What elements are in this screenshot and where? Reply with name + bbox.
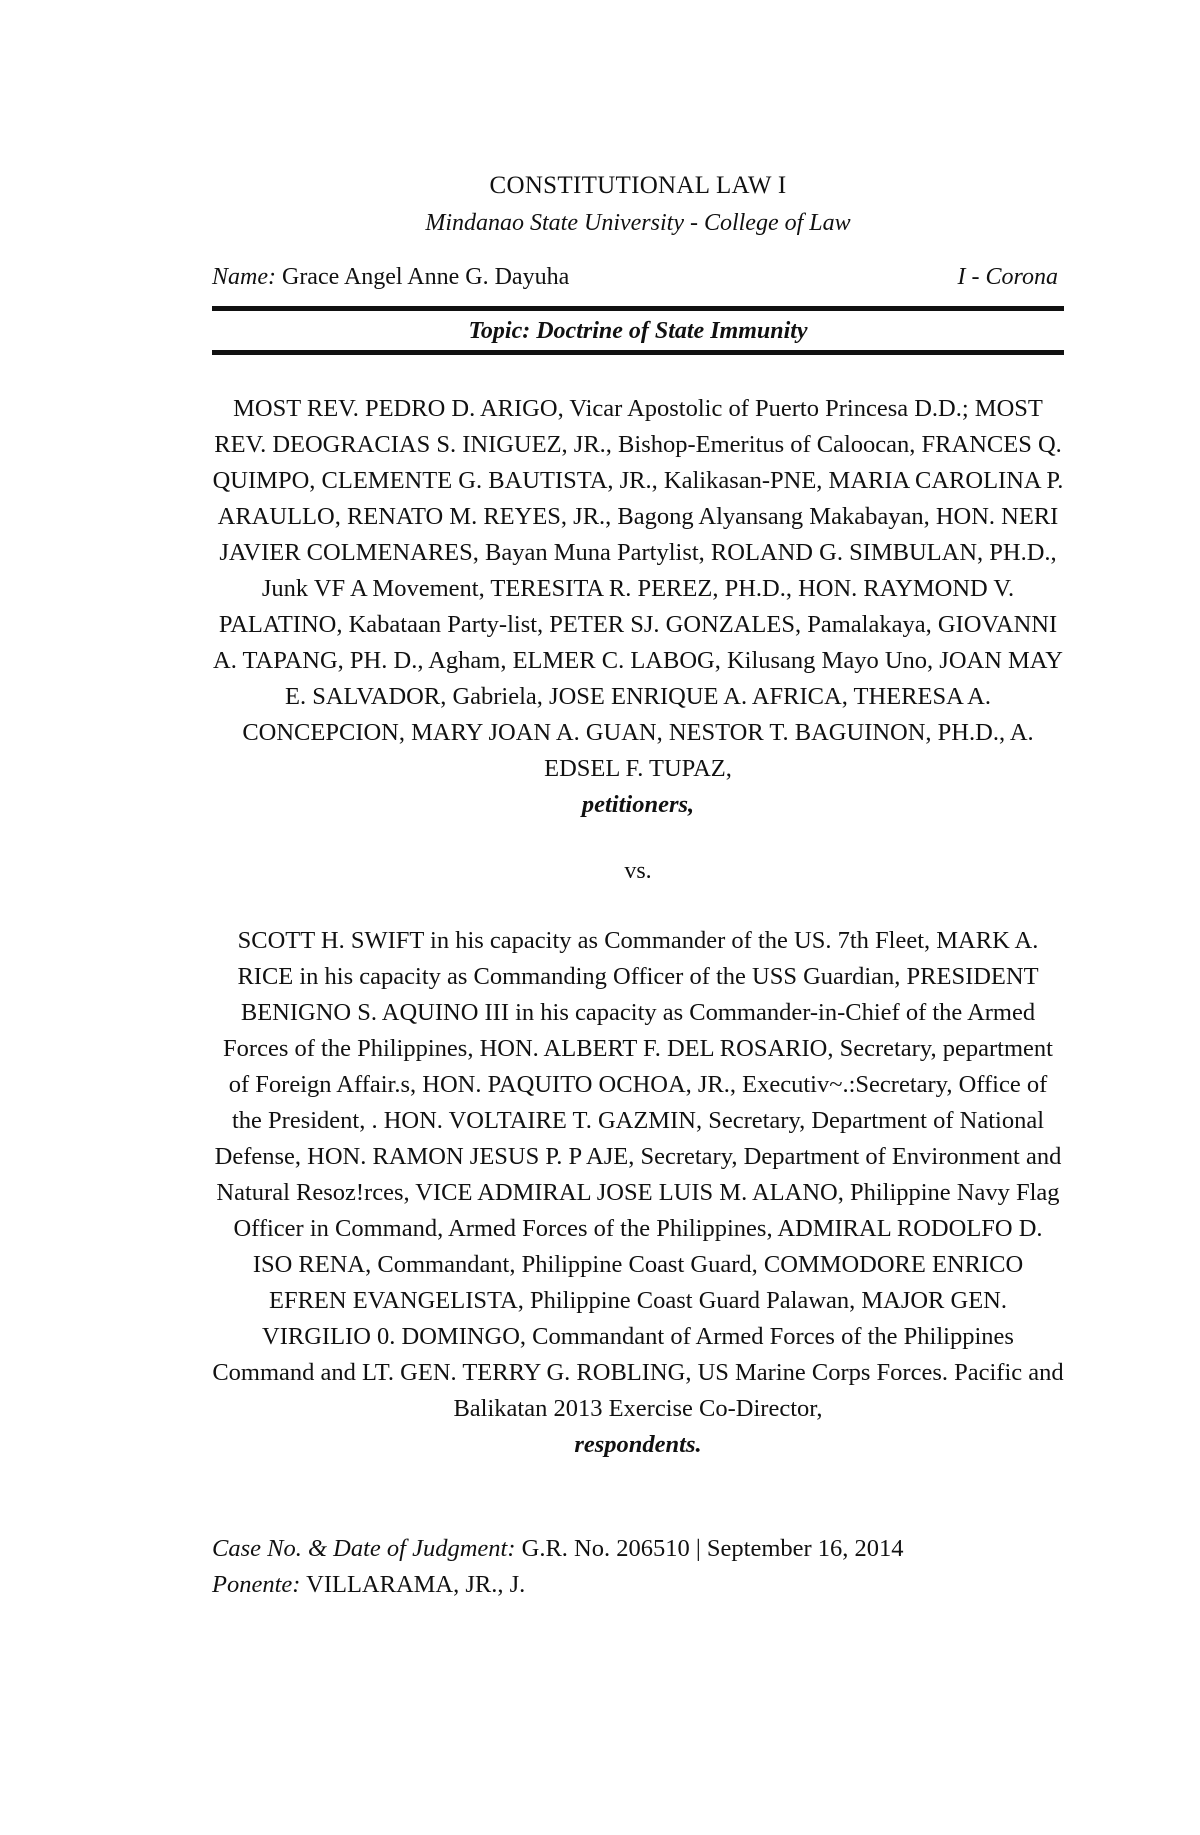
case-value: G.R. No. 206510 | September 16, 2014 bbox=[521, 1535, 904, 1562]
document-page bbox=[212, 0, 1064, 1835]
case-label: Case No. & Date of Judgment: bbox=[212, 1535, 516, 1562]
course-title: CONSTITUTIONAL LAW I bbox=[489, 172, 787, 199]
school-name: Mindanao State University - College of Law bbox=[425, 210, 851, 236]
respondents-role: respondents. bbox=[574, 1431, 702, 1458]
petitioners-role: petitioners, bbox=[581, 791, 695, 818]
student-name: Grace Angel Anne G. Dayuha bbox=[281, 264, 570, 290]
versus-label: vs. bbox=[624, 858, 652, 884]
ponente-value: VILLARAMA, JR., J. bbox=[306, 1571, 526, 1598]
respondents-block bbox=[212, 923, 1064, 1463]
name-label: Name: bbox=[212, 264, 276, 290]
ponente-line bbox=[212, 1567, 1064, 1603]
respondents-names: SCOTT H. SWIFT in his capacity as Commander of the US. 7th Fleet, MARK A. RICE in his capacity as Commanding Officer of the USS Guardian, PRESIDENT BENIGNO S. AQUINO III in his capacity as Commander-in-Chief of the Armed Forces of the Philippines, HON. ALBERT F. DEL ROSARIO, Secretary, pepartment of Foreign Affair.s, HON. PAQUITO OCHOA, JR., Executiv~.:Secretary, Office of the President, . HON. VOLTAIRE T. GAZMIN, Secretary, Department of National Defense, HON. RAMON JESUS P. P AJE, Secretary, Department of Environment and Natural Resoz!rces, VICE ADMIRAL JOSE LUIS M. ALANO, Philippine Navy Flag Officer in Command, Armed Forces of the Philippines, ADMIRAL RODOLFO D. ISO RENA, Commandant, Philippine Coast Guard, COMMODORE ENRICO EFREN EVANGELISTA, Philippine Coast Guard Palawan, MAJOR GEN. VIRGILIO 0. DOMINGO, Commandant of Armed Forces of the Philippines Command and LT. GEN. TERRY G. ROBLING, US Marine Corps Forces. Pacific and Balikatan 2013 Exercise Co-Director, bbox=[212, 927, 1064, 1422]
petitioners-block bbox=[212, 391, 1064, 823]
section-label: I - Corona bbox=[957, 264, 1058, 290]
petitioners-names: MOST REV. PEDRO D. ARIGO, Vicar Apostolic of Puerto Princesa D.D.; MOST REV. DEOGRACIAS S. INIGUEZ, JR., Bishop-Emeritus of Caloocan, FRANCES Q. QUIMPO, CLEMENTE G. BAUTISTA, JR., Kalikasan-PNE, MARIA CAROLINA P. ARAULLO, RENATO M. REYES, JR., Bagong Alyansang Makabayan, HON. NERI JAVIER COLMENARES, Bayan Muna Partylist, ROLAND G. SIMBULAN, PH.D., Junk VF A Movement, TERESITA R. PEREZ, PH.D., HON. RAYMOND V. PALATINO, Kabataan Party-list, PETER SJ. GONZALES, Pamalakaya, GIOVANNI A. TAPANG, PH. D., Agham, ELMER C. LABOG, Kilusang Mayo Uno, JOAN MAY E. SALVADOR, Gabriela, JOSE ENRIQUE A. AFRICA, THERESA A. CONCEPCION, MARY JOAN A. GUAN, NESTOR T. BAGUINON, PH.D., A. EDSEL F. TUPAZ, bbox=[212, 395, 1064, 782]
topic-top-rule bbox=[212, 306, 1064, 311]
topic-heading: Topic: Doctrine of State Immunity bbox=[468, 318, 808, 344]
ponente-label: Ponente: bbox=[212, 1571, 301, 1598]
student-info-row bbox=[212, 264, 1064, 291]
case-number-line bbox=[212, 1531, 1064, 1567]
topic-bottom-rule bbox=[212, 350, 1064, 355]
